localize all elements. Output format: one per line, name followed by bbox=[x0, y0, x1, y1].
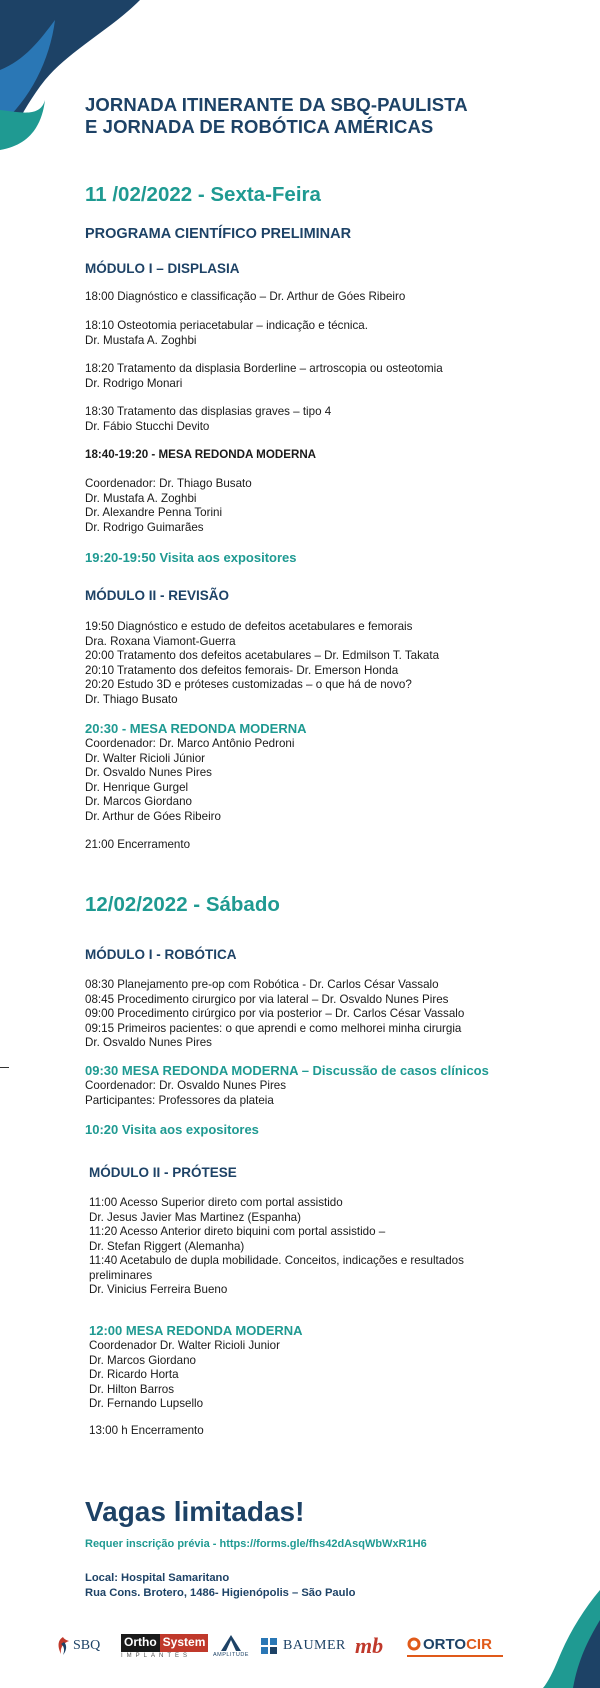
item-line: 20:10 Tratamento dos defeitos femorais- Dr. Emerson Honda bbox=[85, 663, 399, 677]
member: Dr. Hilton Barros bbox=[89, 1382, 175, 1396]
module2-schedule bbox=[89, 1196, 580, 1298]
member: Dr. Marcos Giordano bbox=[89, 1353, 196, 1367]
roundtable-title: 18:40-19:20 - MESA REDONDA MODERNA bbox=[85, 448, 317, 461]
item-line: 08:45 Procedimento cirurgico por via lateral – Dr. Osvaldo Nunes Pires bbox=[85, 992, 449, 1006]
member: Coordenador: Dr. Osvaldo Nunes Pires bbox=[85, 1079, 287, 1092]
mb-logo-text: mb bbox=[355, 1633, 384, 1658]
visit-exhibitors: 19:20-19:50 Visita aos expositores bbox=[85, 550, 297, 565]
module2-schedule bbox=[85, 620, 580, 707]
amplitude-triangle-icon bbox=[220, 1634, 242, 1652]
item-line: 09:00 Procedimento cirúrgico por via posterior – Dr. Carlos César Vassalo bbox=[85, 1007, 465, 1020]
item-line: Dr. Stefan Riggert (Alemanha) bbox=[89, 1239, 245, 1253]
ortocir-logo bbox=[407, 1628, 517, 1664]
member: Dr. Marcos Giordano bbox=[85, 795, 192, 808]
roundtable-members bbox=[85, 737, 580, 824]
member: Dr. Osvaldo Nunes Pires bbox=[85, 766, 212, 779]
member: Dr. Ricardo Horta bbox=[89, 1368, 179, 1381]
roundtable-title: 12:00 MESA REDONDA MODERNA bbox=[89, 1323, 303, 1338]
sbq-logo-text: SBQ bbox=[73, 1638, 101, 1653]
item-line: Dra. Roxana Viamont-Guerra bbox=[85, 634, 236, 648]
day1-module1-title: MÓDULO I – DISPLASIA bbox=[85, 261, 240, 276]
limited-spots-heading: Vagas limitadas! bbox=[85, 1496, 305, 1527]
orto-logo-text: ORTO bbox=[423, 1635, 467, 1653]
day2-module2-title: MÓDULO II - PRÓTESE bbox=[89, 1165, 237, 1180]
item-speaker: Dr. Fábio Stucchi Devito bbox=[85, 419, 210, 433]
event-title-line-1: JORNADA ITINERANTE DA SBQ-PAULISTA bbox=[85, 94, 468, 115]
sbq-emblem-icon bbox=[55, 1636, 71, 1656]
ortho-logo-text: Ortho bbox=[121, 1634, 160, 1652]
item-line: 11:00 Acesso Superior direto com portal assistido bbox=[89, 1196, 343, 1209]
schedule-item bbox=[85, 362, 580, 391]
baumer-logo bbox=[261, 1628, 351, 1664]
module1-schedule bbox=[85, 978, 580, 1051]
member: Dr. Alexandre Penna Torini bbox=[85, 506, 223, 519]
member: Participantes: Professores da plateia bbox=[85, 1093, 274, 1107]
baumer-logo-text: BAUMER bbox=[283, 1638, 346, 1653]
member: Dr. Henrique Gurgel bbox=[85, 780, 189, 794]
amplitude-logo bbox=[209, 1628, 253, 1664]
closing-time: 21:00 Encerramento bbox=[85, 838, 191, 851]
amplitude-logo-text: AMPLITUDE bbox=[213, 1652, 249, 1658]
system-logo-text: System bbox=[160, 1634, 209, 1652]
day2-module1-title: MÓDULO I - ROBÓTICA bbox=[85, 947, 237, 962]
member: Coordenador: Dr. Thiago Busato bbox=[85, 477, 252, 490]
schedule-item: 18:00 Diagnóstico e classificação – Dr. Arthur de Góes Ribeiro bbox=[85, 290, 406, 303]
schedule-item bbox=[85, 319, 580, 348]
venue-name: Local: Hospital Samaritano bbox=[85, 1572, 230, 1584]
visit-exhibitors: 10:20 Visita aos expositores bbox=[85, 1122, 259, 1137]
sponsor-logos bbox=[55, 1628, 545, 1664]
item-line: 18:10 Osteotomia periacetabular – indicação e técnica. bbox=[85, 319, 368, 332]
event-title bbox=[85, 94, 580, 138]
member: Dr. Rodrigo Guimarães bbox=[85, 520, 204, 534]
implantes-logo-text: IMPLANTES bbox=[121, 1652, 192, 1659]
item-line: 20:00 Tratamento dos defeitos acetabulares – Dr. Edmilson T. Takata bbox=[85, 649, 440, 662]
item-line: Dr. Vinicius Ferreira Bueno bbox=[89, 1283, 228, 1296]
program-title: PROGRAMA CIENTÍFICO PRELIMINAR bbox=[85, 226, 352, 242]
roundtable-members bbox=[85, 477, 580, 535]
item-speaker: Dr. Mustafa A. Zoghbi bbox=[85, 333, 197, 347]
member: Dr. Fernando Lupsello bbox=[89, 1397, 204, 1410]
item-speaker: Dr. Rodrigo Monari bbox=[85, 376, 183, 390]
member: Dr. Arthur de Góes Ribeiro bbox=[85, 809, 221, 823]
member: Coordenador: Dr. Marco Antônio Pedroni bbox=[85, 737, 295, 750]
item-line: 19:50 Diagnóstico e estudo de defeitos acetabulares e femorais bbox=[85, 620, 413, 633]
baumer-emblem-icon bbox=[261, 1638, 277, 1654]
registration-link[interactable]: Requer inscrição prévia - https://forms.gle/fhs42dAsqWbWxR1H6 bbox=[85, 1538, 427, 1550]
day1-date: 11 /02/2022 - Sexta-Feira bbox=[85, 183, 321, 206]
day2-date: 12/02/2022 - Sábado bbox=[85, 893, 280, 916]
item-line: 08:30 Planejamento pre-op com Robótica - Dr. Carlos César Vassalo bbox=[85, 978, 439, 991]
member: Coordenador Dr. Walter Ricioli Junior bbox=[89, 1339, 280, 1352]
item-line: 09:15 Primeiros pacientes: o que aprendi e como melhorei minha cirurgia bbox=[85, 1021, 462, 1035]
item-line: preliminares bbox=[89, 1268, 153, 1282]
closing-time: 13:00 h Encerramento bbox=[89, 1424, 204, 1437]
schedule-item bbox=[85, 405, 580, 434]
event-title-line-2: E JORNADA DE ROBÓTICA AMÉRICAS bbox=[85, 116, 434, 137]
margin-tick-mark bbox=[0, 1067, 9, 1068]
ortocir-underline bbox=[407, 1655, 503, 1657]
item-line: 18:30 Tratamento das displasias graves – tipo 4 bbox=[85, 405, 332, 418]
ortho-system-logo bbox=[121, 1628, 206, 1664]
ortocir-ring-icon bbox=[407, 1637, 421, 1651]
roundtable-members bbox=[85, 1079, 580, 1108]
cir-logo-text: CIR bbox=[466, 1635, 492, 1653]
venue-address: Rua Cons. Brotero, 1486- Higienópolis – São Paulo bbox=[85, 1586, 356, 1599]
item-line: Dr. Thiago Busato bbox=[85, 692, 178, 706]
member: Dr. Mustafa A. Zoghbi bbox=[85, 491, 197, 505]
item-line: Dr. Osvaldo Nunes Pires bbox=[85, 1036, 212, 1049]
item-line: 20:20 Estudo 3D e próteses customizadas – o que há de novo? bbox=[85, 678, 412, 691]
item-line: Dr. Jesus Javier Mas Martinez (Espanha) bbox=[89, 1210, 301, 1224]
item-line: 11:20 Acesso Anterior direto biquini com portal assistido – bbox=[89, 1225, 386, 1238]
roundtable-title: 09:30 MESA REDONDA MODERNA – Discussão de casos clínicos bbox=[85, 1063, 489, 1078]
item-line: 11:40 Acetabulo de dupla mobilidade. Conceitos, indicações e resultados bbox=[89, 1254, 464, 1267]
member: Dr. Walter Ricioli Júnior bbox=[85, 751, 206, 765]
day1-module2-title: MÓDULO II - REVISÃO bbox=[85, 588, 230, 603]
venue-info bbox=[85, 1571, 580, 1600]
roundtable-title: 20:30 - MESA REDONDA MODERNA bbox=[85, 721, 307, 736]
sbq-logo bbox=[55, 1628, 109, 1664]
mb-logo bbox=[355, 1628, 401, 1664]
item-line: 18:20 Tratamento da displasia Borderline – artroscopia ou osteotomia bbox=[85, 362, 443, 375]
roundtable-members bbox=[89, 1339, 580, 1412]
